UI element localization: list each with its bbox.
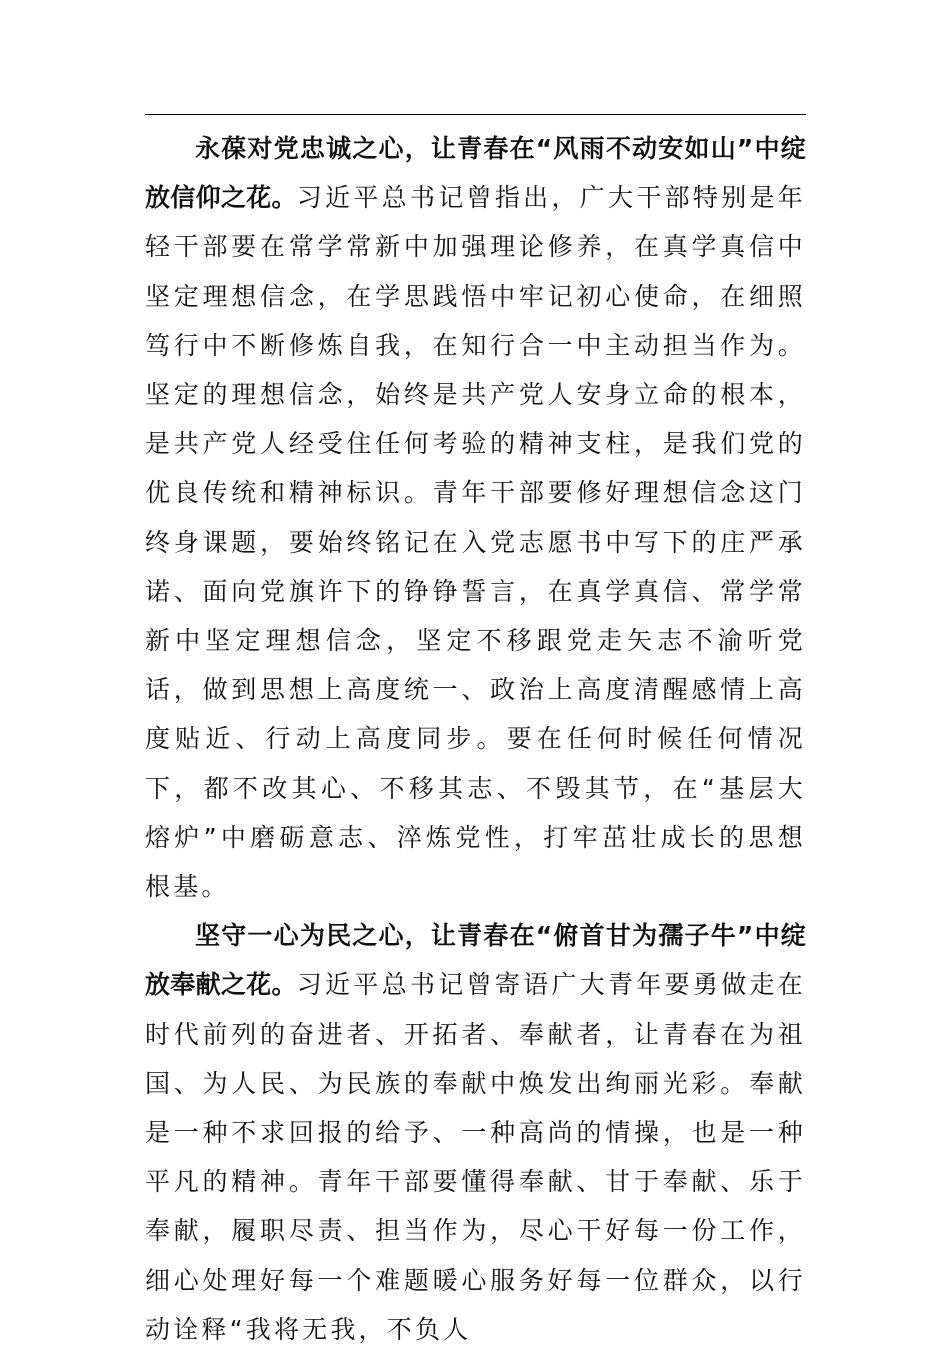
paragraph-body-text: 习近平总书记曾寄语广大青年要勇做走在时代前列的奋进者、开拓者、奉献者，让青春在为祖国、为人民、为民族的奉献中焕发出绚丽光彩。奉献是一种不求回报的给予、一种高尚的情操，也是一种平凡的精神。青年干部要懂得奉献、甘于奉献、乐于奉献，履职尽责、担当作为，尽心干好每一份工作，细心处理好每一个难题暖心服务好每一位群众，以行动诠释“我将无我，不负人 bbox=[145, 970, 806, 1344]
paragraph-lead-heading: 永葆对党忠诚之心，让青春在“风雨不动安如山”中绽放信仰之花。 bbox=[145, 134, 806, 213]
paragraph-service bbox=[145, 911, 806, 1354]
paragraph-body-text: 习近平总书记曾指出，广大干部特别是年轻干部要在常学常新中加强理论修养，在真学真信中坚定理想信念，在学思践悟中牢记初心使命，在细照笃行中不断修炼自我，在知行合一中主动担当作为。坚定的理想信念，始终是共产党人安身立命的根本，是共产党人经受住任何考验的精神支柱，是我们党的优良传统和精神标识。青年干部要修好理想信念这门终身课题，要始终铭记在入党志愿书中写下的庄严承诺、面向党旗许下的铮铮誓言，在真学真信、常学常新中坚定理想信念，坚定不移跟党走矢志不渝听党话，做到思想上高度统一、政治上高度清醒感情上高度贴近、行动上高度同步。要在任何时候任何情况下，都不改其心、不移其志、不毁其节，在“基层大熔炉”中磨砺意志、淬炼党性，打牢茁壮成长的思想根基。 bbox=[145, 183, 806, 902]
paragraph-lead-heading: 坚守一心为民之心，让青春在“俯首甘为孺子牛”中绽放奉献之花。 bbox=[145, 921, 806, 1000]
body-text-area bbox=[145, 124, 806, 1354]
header-rule bbox=[145, 114, 806, 115]
paragraph-loyalty bbox=[145, 124, 806, 911]
